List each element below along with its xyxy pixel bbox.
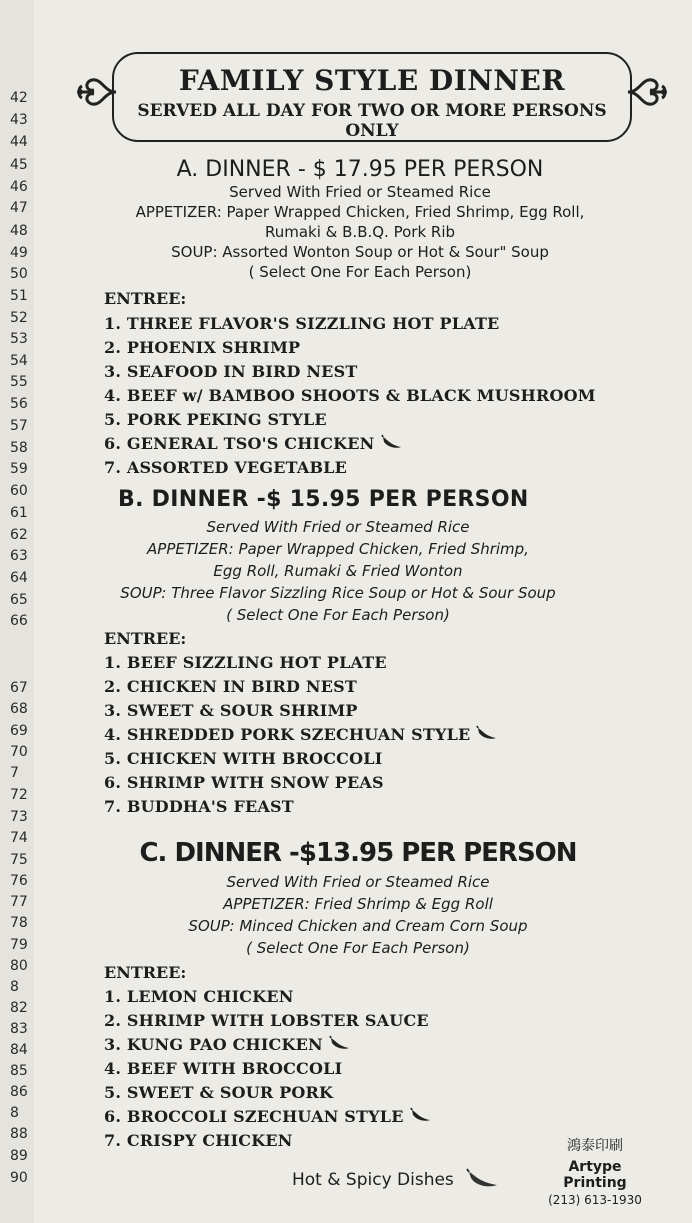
- printer-name: Artype Printing: [563, 1159, 627, 1191]
- dinner-c-heading: C. DINNER -$13.95 PER PERSON: [139, 838, 577, 868]
- dinner-a-detail-line: Rumaki & B.B.Q. Pork Rib: [264, 223, 456, 241]
- edge-number: 64: [10, 570, 28, 586]
- dinner-a-heading: A. DINNER - $ 17.95 PER PERSON: [176, 157, 544, 182]
- edge-number: 86: [10, 1084, 28, 1100]
- entree-item-label: 5. SWEET & SOUR PORK: [104, 1083, 334, 1102]
- entree-item-label: 3. KUNG PAO CHICKEN: [104, 1035, 323, 1054]
- banner-subtitle: SERVED ALL DAY FOR TWO OR MORE PERSONS ONLY: [137, 101, 607, 141]
- entree-item: [104, 771, 498, 795]
- chili-pepper-icon: [466, 1168, 500, 1190]
- entree-item-label: 7. ASSORTED VEGETABLE: [104, 458, 348, 477]
- entree-item: [104, 747, 498, 771]
- edge-number: 67: [10, 680, 28, 696]
- edge-number: 43: [10, 112, 28, 128]
- printer-chinese-name: 鴻泰印刷: [567, 1138, 623, 1154]
- entree-item: [104, 432, 596, 456]
- dinner-b-entree-label: ENTREE:: [104, 629, 187, 648]
- dinner-b-detail-line: SOUP: Three Flavor Sizzling Rice Soup or Hot & Sour Soup: [120, 584, 556, 602]
- entree-item-label: 4. BEEF w/ BAMBOO SHOOTS & BLACK MUSHROOM: [104, 386, 596, 405]
- edge-number: 74: [10, 830, 28, 846]
- entree-item-label: 1. BEEF SIZZLING HOT PLATE: [104, 653, 387, 672]
- edge-number: 78: [10, 915, 28, 931]
- dinner-c-entree-list: [104, 985, 432, 1153]
- entree-item: [104, 1033, 432, 1057]
- dinner-b-entree-list: [104, 651, 498, 819]
- edge-number: 84: [10, 1042, 28, 1058]
- edge-number: 82: [10, 1000, 28, 1016]
- entree-item-label: 1. THREE FLAVOR'S SIZZLING HOT PLATE: [104, 314, 500, 333]
- printer-phone: (213) 613-1930: [548, 1193, 642, 1207]
- entree-item-label: 3. SWEET & SOUR SHRIMP: [104, 701, 358, 720]
- edge-number: 49: [10, 245, 28, 261]
- edge-number: 47: [10, 200, 28, 216]
- edge-number: 58: [10, 440, 28, 456]
- entree-item-label: 6. BROCCOLI SZECHUAN STYLE: [104, 1107, 404, 1126]
- dinner-a-detail-line: APPETIZER: Paper Wrapped Chicken, Fried Shrimp, Egg Roll,: [135, 203, 585, 221]
- edge-number: 46: [10, 179, 28, 195]
- entree-item: [104, 1081, 432, 1105]
- dinner-a-detail-line: ( Select One For Each Person): [248, 263, 472, 281]
- dinner-b-detail-line: Egg Roll, Rumaki & Fried Wonton: [213, 562, 463, 580]
- dinner-a-entree-list: [104, 312, 596, 480]
- edge-number: 53: [10, 331, 28, 347]
- entree-item: [104, 312, 596, 336]
- dinner-b-heading: B. DINNER -$ 15.95 PER PERSON: [118, 487, 529, 512]
- banner: [112, 52, 632, 142]
- entree-item-label: 3. SEAFOOD IN BIRD NEST: [104, 362, 358, 381]
- dinner-c-detail-line: ( Select One For Each Person): [246, 939, 470, 957]
- dinner-b-detail-line: Served With Fried or Steamed Rice: [206, 518, 470, 536]
- edge-number: 70: [10, 744, 28, 760]
- edge-number: 85: [10, 1063, 28, 1079]
- entree-item-label: 6. SHRIMP WITH SNOW PEAS: [104, 773, 384, 792]
- dinner-c-detail-line: APPETIZER: Fried Shrimp & Egg Roll: [223, 895, 493, 913]
- entree-item-label: 5. CHICKEN WITH BROCCOLI: [104, 749, 383, 768]
- entree-item-label: 5. PORK PEKING STYLE: [104, 410, 327, 429]
- edge-number: 8: [10, 1105, 19, 1121]
- edge-number: 54: [10, 353, 28, 369]
- edge-number: 42: [10, 90, 28, 106]
- edge-number: 80: [10, 958, 28, 974]
- entree-item: [104, 1129, 432, 1153]
- entree-item-label: 1. LEMON CHICKEN: [104, 987, 294, 1006]
- entree-item-label: 7. BUDDHA'S FEAST: [104, 797, 294, 816]
- edge-number: 48: [10, 223, 28, 239]
- right-ornament-icon: [626, 68, 670, 116]
- entree-item-label: 2. PHOENIX SHRIMP: [104, 338, 301, 357]
- entree-item: [104, 985, 432, 1009]
- entree-item-label: 6. GENERAL TSO'S CHICKEN: [104, 434, 375, 453]
- edge-number: 8: [10, 979, 19, 995]
- entree-item: [104, 795, 498, 819]
- entree-item: [104, 723, 498, 747]
- edge-number: 83: [10, 1021, 28, 1037]
- entree-item: [104, 1105, 432, 1129]
- edge-number: 76: [10, 873, 28, 889]
- edge-number: 77: [10, 894, 28, 910]
- edge-number: 51: [10, 288, 28, 304]
- edge-number: 72: [10, 787, 28, 803]
- edge-number: 65: [10, 592, 28, 608]
- entree-item: [104, 408, 596, 432]
- chili-pepper-icon: [476, 724, 498, 748]
- edge-number: 52: [10, 310, 28, 326]
- edge-number: 89: [10, 1148, 28, 1164]
- edge-number: 45: [10, 157, 28, 173]
- dinner-a-detail-line: Served With Fried or Steamed Rice: [229, 183, 491, 201]
- entree-item: [104, 699, 498, 723]
- banner-title: FAMILY STYLE DINNER: [178, 64, 566, 97]
- entree-item-label: 2. SHRIMP WITH LOBSTER SAUCE: [104, 1011, 429, 1030]
- entree-item-label: 4. BEEF WITH BROCCOLI: [104, 1059, 343, 1078]
- dinner-a-detail-line: SOUP: Assorted Wonton Soup or Hot & Sour" Soup: [171, 243, 549, 261]
- dinner-b-details: [0, 516, 676, 626]
- chili-pepper-icon: [329, 1034, 351, 1058]
- dinner-c-detail-line: Served With Fried or Steamed Rice: [226, 873, 490, 891]
- edge-number: 7: [10, 765, 19, 781]
- dinner-c-detail-line: SOUP: Minced Chicken and Cream Corn Soup: [188, 917, 528, 935]
- edge-number: 61: [10, 505, 28, 521]
- edge-number: 73: [10, 809, 28, 825]
- edge-number: 44: [10, 134, 28, 150]
- edge-number: 60: [10, 483, 28, 499]
- edge-number: 63: [10, 548, 28, 564]
- entree-item-label: 7. CRISPY CHICKEN: [104, 1131, 293, 1150]
- edge-number: 59: [10, 461, 28, 477]
- dinner-a-entree-label: ENTREE:: [104, 289, 187, 308]
- entree-item: [104, 384, 596, 408]
- edge-number: 55: [10, 374, 28, 390]
- edge-number: 66: [10, 613, 28, 629]
- edge-number: 56: [10, 396, 28, 412]
- edge-number: 68: [10, 701, 28, 717]
- edge-number: 62: [10, 527, 28, 543]
- entree-item: [104, 651, 498, 675]
- edge-number: 88: [10, 1126, 28, 1142]
- edge-number: 50: [10, 266, 28, 282]
- printer-credit: [540, 1135, 650, 1207]
- entree-item: [104, 360, 596, 384]
- edge-number: 69: [10, 723, 28, 739]
- edge-number: 57: [10, 418, 28, 434]
- entree-item-label: 4. SHREDDED PORK SZECHUAN STYLE: [104, 725, 471, 744]
- entree-item: [104, 675, 498, 699]
- chili-pepper-icon: [410, 1106, 432, 1130]
- dinner-c-details: [0, 871, 692, 959]
- entree-item-label: 2. CHICKEN IN BIRD NEST: [104, 677, 357, 696]
- spicy-note: Hot & Spicy Dishes: [292, 1170, 454, 1190]
- entree-item: [104, 456, 596, 480]
- chili-pepper-icon: [381, 433, 403, 457]
- dinner-a-details: [0, 182, 692, 282]
- edge-number: 79: [10, 937, 28, 953]
- edge-number: 90: [10, 1170, 28, 1186]
- entree-item: [104, 336, 596, 360]
- entree-item: [104, 1057, 432, 1081]
- edge-number: 75: [10, 852, 28, 868]
- dinner-b-detail-line: APPETIZER: Paper Wrapped Chicken, Fried Shrimp,: [147, 540, 529, 558]
- entree-item: [104, 1009, 432, 1033]
- dinner-b-detail-line: ( Select One For Each Person): [226, 606, 450, 624]
- dinner-c-entree-label: ENTREE:: [104, 963, 187, 982]
